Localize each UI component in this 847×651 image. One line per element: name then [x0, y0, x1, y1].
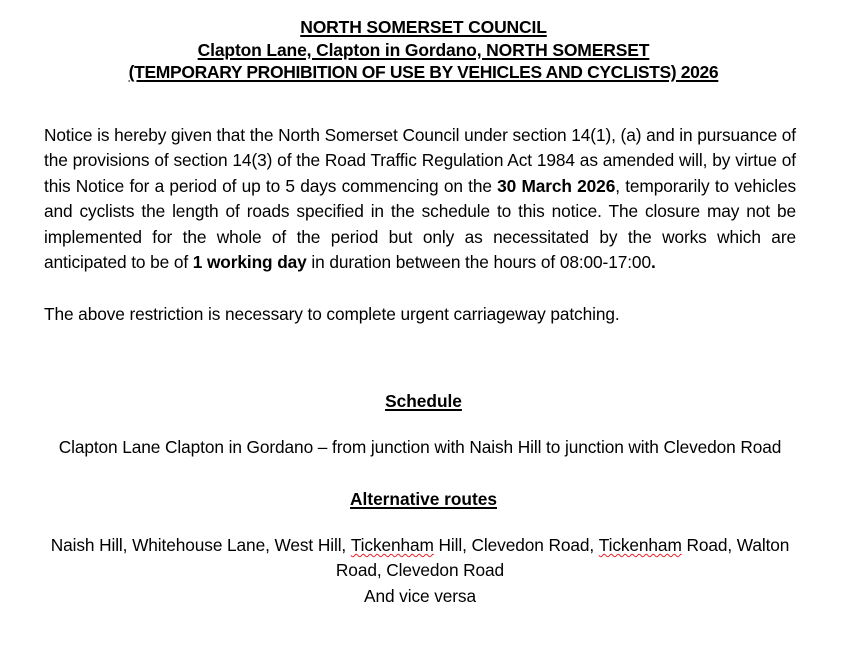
- notice-text-part3: in duration between the hours of 08:00-17:00: [306, 252, 651, 273]
- alt-routes-line3: And vice versa: [364, 585, 476, 606]
- alternative-routes-heading: [0, 487, 847, 512]
- spellcheck-misspelled-word-tickenham-2: Tickenham: [598, 534, 682, 555]
- reason-paragraph: The above restriction is necessary to complete urgent carriageway patching.: [44, 303, 620, 324]
- header-line-council: [0, 16, 847, 39]
- spellcheck-misspelled-word-tickenham-1: Tickenham: [350, 534, 434, 555]
- notice-text-part2: , temporarily to vehicles and cyclists the length of roads specified in the schedule to this notice. The closure may not be implemented for the whole of the period but only as necessitated by the works which are anticipated to be of: [44, 175, 796, 273]
- header-council-text: NORTH SOMERSET COUNCIL: [300, 17, 547, 37]
- header-location-text: Clapton Lane, Clapton in Gordano, NORTH SOMERSET: [197, 39, 650, 60]
- schedule-heading: [0, 389, 847, 414]
- header-line-order-title: [0, 61, 847, 84]
- alt-routes-segment-before: Naish Hill, Whitehouse Lane, West Hill,: [50, 534, 351, 555]
- alternative-routes-heading-text: Alternative routes: [350, 488, 497, 509]
- notice-commencement-date: 30 March 2026: [497, 175, 616, 196]
- alt-routes-line2: Road, Walton Road, Clevedon Road: [335, 534, 790, 581]
- schedule-body-text: Clapton Lane Clapton in Gordano – from junction with Naish Hill to junction with Clevedon Road: [58, 437, 782, 458]
- header-order-title-text: (TEMPORARY PROHIBITION OF USE BY VEHICLES AND CYCLISTS) 2026: [128, 62, 719, 82]
- alt-routes-segment-middle: Hill, Clevedon Road,: [433, 534, 599, 555]
- notice-text-part1: Notice is hereby given that the North Somerset Council under section 14(1), (a) and in pursuance of the provisions of section 14(3) of the Road Traffic Regulation Act 1984 as amended will, by virtue of this Notice for a period of up to 5 days commencing on the: [44, 124, 796, 196]
- schedule-heading-text: Schedule: [385, 391, 462, 412]
- document-header: [0, 0, 847, 84]
- alternative-routes-body: [44, 533, 796, 610]
- notice-paragraph: [44, 123, 796, 277]
- notice-final-period: .: [650, 252, 656, 273]
- notice-works-duration: 1 working day: [192, 252, 307, 273]
- header-line-location: [0, 39, 847, 62]
